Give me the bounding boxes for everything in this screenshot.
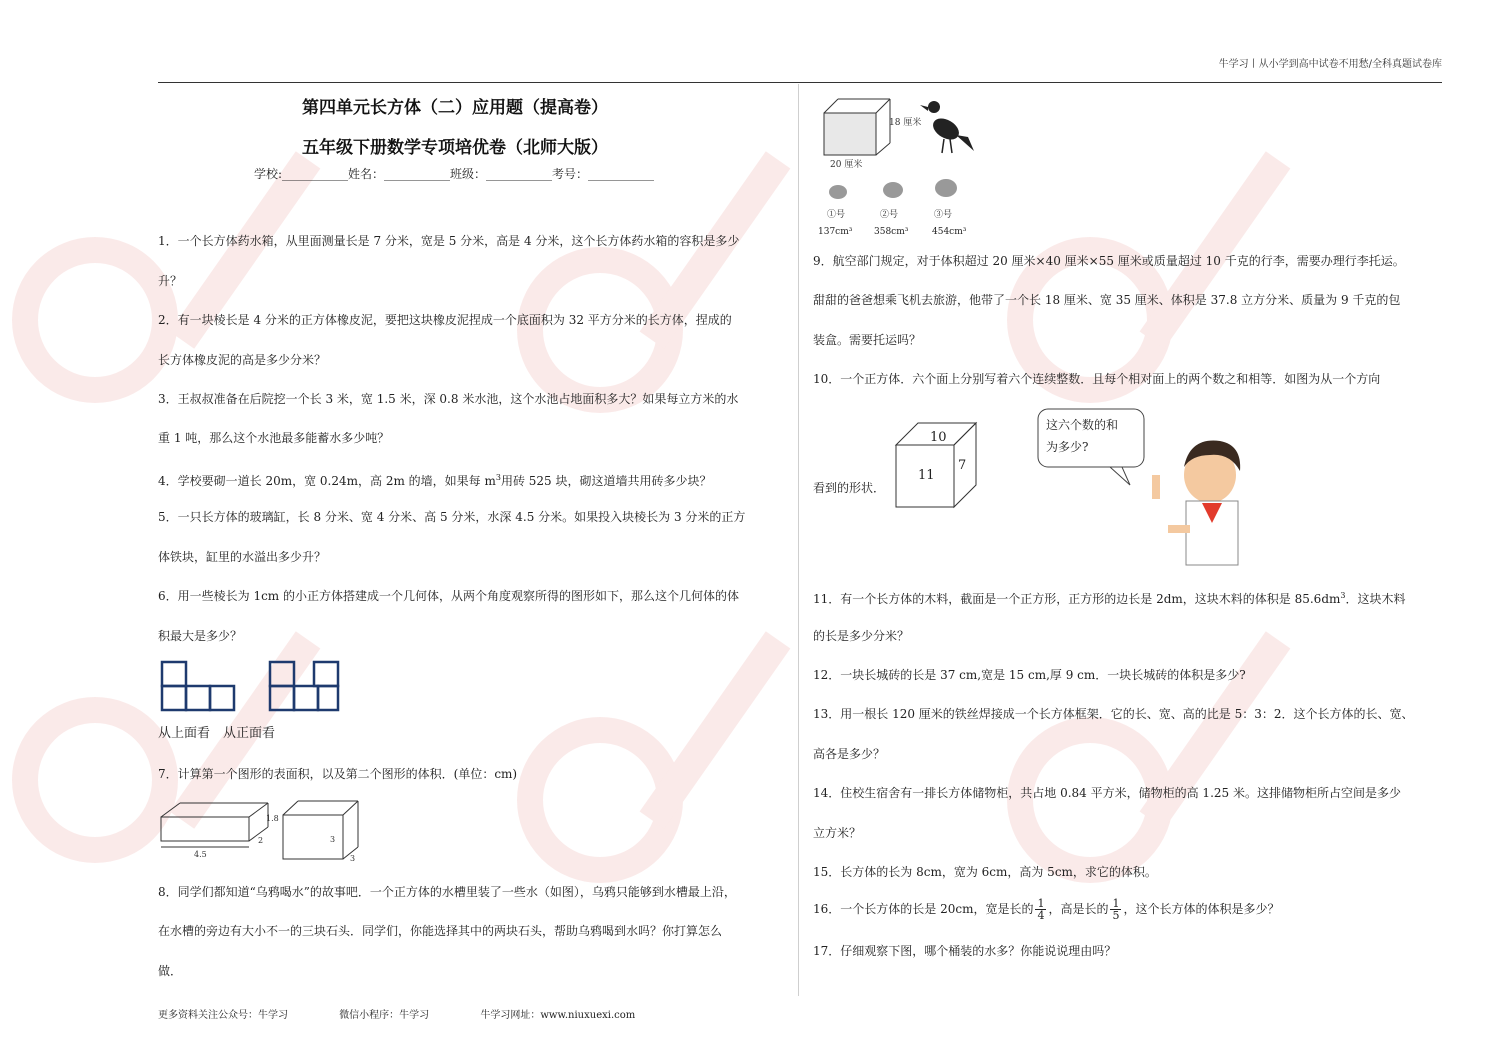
question-11-sup: 3: [1340, 591, 1346, 600]
question-9-line3: 装盒。需要托运吗？: [813, 333, 922, 347]
footer: [158, 1006, 683, 1021]
question-3-line1: 3．王叔叔准备在后院挖一个长 3 米，宽 1.5 米，深 0.8 米水池，这个水池占地面积多大？如果每立方米的水: [158, 392, 739, 406]
bubble-line1: 这六个数的和: [1046, 418, 1119, 432]
question-5-line1: 5．一只长方体的玻璃缸，长 8 分米、宽 4 分米、高 5 分米，水深 4.5 分米。如果投入块棱长为 3 分米的正方: [158, 510, 746, 524]
question-6-line1: 6．用一些棱长为 1cm 的小正方体搭建成一个几何体，从两个角度观察所得的图形如下，那么这个几何体的体: [158, 589, 740, 603]
question-14-line1: 14．住校生宿舍有一排长方体储物柜，共占地 0.84 平方米，储物柜的高 1.25 米。这排储物柜所占空间是多少: [813, 786, 1401, 800]
stone-icons: [829, 179, 957, 199]
question-10-line1: 10．一个正方体．六个面上分别写着六个连续整数．且每个相对面上的两个数之和相等．如图为从一个方向: [813, 372, 1381, 386]
crow-icon: [920, 101, 974, 153]
cube-top-number: 10: [930, 430, 947, 445]
question-14-line2: 立方米？: [813, 826, 862, 840]
stone-3-label: ③号: [934, 210, 953, 220]
question-7: 7．计算第一个图形的表面积，以及第二个图形的体积．(单位：cm): [158, 767, 518, 781]
question-4-post: 用砖 525 块，砌这道墙共用砖多少块？: [500, 474, 712, 488]
column-divider: [798, 84, 799, 996]
question-8-line2: 在水槽的旁边有大小不一的三块石头．同学们，你能选择其中的两块石头，帮助乌鸦喝到水吗？你打算怎么: [158, 924, 723, 938]
water-tank-figure: [824, 99, 890, 155]
stone-2-label: ②号: [880, 210, 899, 220]
question-11-text: 11．有一个长方体的木料，截面是一个正方形，正方形的边长是 2dm，这块木料的体积是 85.6dm: [813, 592, 1341, 606]
fraction-2-numerator: 1: [1112, 897, 1120, 910]
question-3-line2: 重 1 吨，那么这个水池最多能蓄水多少吨？: [158, 431, 390, 445]
boy-illustration-icon: [1152, 441, 1240, 565]
question-1-line1: 1．一个长方体药水箱，从里面测量长是 7 分米，宽是 5 分米，高是 4 分米，这个长方体药水箱的容积是多少: [158, 234, 740, 248]
tank-height-label: 18 厘米: [889, 118, 922, 128]
footer-mini-program: 微信小程序：牛学习: [339, 1010, 430, 1021]
cuboid-figure: [161, 803, 268, 847]
stone-1-volume: 137cm³: [818, 227, 853, 237]
cuboid-height-label: 1.8: [266, 814, 279, 823]
question-16-part-a: 16．一个长方体的长是 20cm，宽是长的: [813, 902, 1034, 916]
question-4-sup: 3: [495, 473, 501, 482]
bubble-line2: 为多少?: [1046, 440, 1089, 454]
top-view-figure: [162, 662, 234, 710]
fraction-one-quarter: [1035, 898, 1046, 921]
question-11-line2: 的长是多少分米？: [813, 629, 910, 643]
question-11-end: ．这块木料: [1345, 592, 1406, 606]
question-16-part-c: ，这个长方体的体积是多少？: [1123, 902, 1280, 916]
student-info: 学校:___________姓名：___________班级：___________考号：___________: [254, 167, 655, 181]
question-7-figure: [158, 797, 368, 863]
question-8-line1: 8．同学们都知道“乌鸦喝水”的故事吧．一个正方体的水槽里装了一些水（如图），乌鸦只能够到水槽最上沿，: [158, 885, 736, 899]
question-6-caption: 从上面看 从正面看: [158, 726, 276, 741]
question-9-line2: 甜甜的爸爸想乘飞机去旅游，他带了一个长 18 厘米、宽 35 厘米、体积是 37.8 立方分米、质量为 9 千克的包: [813, 293, 1401, 307]
cube-height-label: 3: [330, 835, 336, 844]
front-view-figure: [270, 662, 338, 710]
header-brand: 牛学习丨从小学到高中试卷不用愁/全科真题试卷库: [1218, 59, 1442, 70]
fraction-2-denominator: 5: [1112, 909, 1120, 922]
question-8-figure: [818, 95, 988, 240]
stone-1-label: ①号: [827, 210, 846, 220]
footer-website-link[interactable]: 牛学习网址：www.niuxuexi.com: [480, 1010, 636, 1021]
question-10-figure: [890, 405, 1250, 570]
question-5-line2: 体铁块，缸里的水溢出多少升？: [158, 550, 327, 564]
question-16-part-b: ，高是长的: [1048, 902, 1109, 916]
page-title: 第四单元长方体（二）应用题（提高卷）: [302, 98, 608, 118]
header-rule: [158, 82, 1442, 83]
cube-side-number: 7: [958, 458, 967, 473]
question-6-figure: [160, 660, 350, 712]
question-2-line1: 2．有一块棱长是 4 分米的正方体橡皮泥，要把这块橡皮泥捏成一个底面积为 32 平方分米的长方体，捏成的: [158, 313, 732, 327]
tank-width-label: 20 厘米: [830, 160, 863, 170]
stone-3-volume: 454cm³: [932, 227, 967, 237]
cube-figure: [283, 801, 358, 859]
question-2-line2: 长方体橡皮泥的高是多少分米？: [158, 353, 327, 367]
cuboid-width-label: 2: [258, 836, 264, 845]
page-subtitle: 五年级下册数学专项培优卷（北师大版）: [302, 138, 608, 158]
question-13-line2: 高各是多少？: [813, 747, 886, 761]
question-17: 17．仔细观察下图，哪个桶装的水多？你能说说理由吗？: [813, 944, 1117, 958]
question-4-pre: 4．学校要砌一道长 20m，宽 0.24m，高 2m 的墙，如果每 m: [158, 474, 496, 488]
question-1-line2: 升？: [158, 274, 183, 288]
question-11: [813, 586, 1443, 609]
footer-wechat-account: 更多资料关注公众号：牛学习: [158, 1010, 288, 1021]
fraction-one-fifth: [1110, 898, 1121, 921]
stone-2-volume: 358cm³: [874, 227, 909, 237]
question-15: 15．长方体的长为 8cm，宽为 6cm，高为 5cm，求它的体积。: [813, 865, 1157, 879]
question-16: [813, 898, 1443, 921]
question-8-line3: 做．: [158, 964, 183, 978]
cube-front-number: 11: [918, 468, 935, 483]
cube-depth-label: 3: [350, 854, 356, 863]
question-4: [158, 468, 788, 491]
fraction-1-denominator: 4: [1037, 909, 1045, 922]
question-6-line2: 积最大是多少？: [158, 629, 243, 643]
cuboid-length-label: 4.5: [194, 850, 207, 859]
question-13-line1: 13．用一根长 120 厘米的铁丝焊接成一个长方体框架．它的长、宽、高的比是 5：3：2．这个长方体的长、宽、: [813, 707, 1414, 721]
question-10-line2: 看到的形状．: [813, 481, 886, 495]
fraction-1-numerator: 1: [1037, 897, 1045, 910]
question-12: 12．一块长城砖的长是 37 cm,宽是 15 cm,厚 9 cm．一块长城砖的体积是多少?: [813, 668, 1246, 682]
question-9-line1: 9．航空部门规定，对于体积超过 20 厘米×40 厘米×55 厘米或质量超过 10 千克的行李，需要办理行李托运。: [813, 254, 1405, 268]
